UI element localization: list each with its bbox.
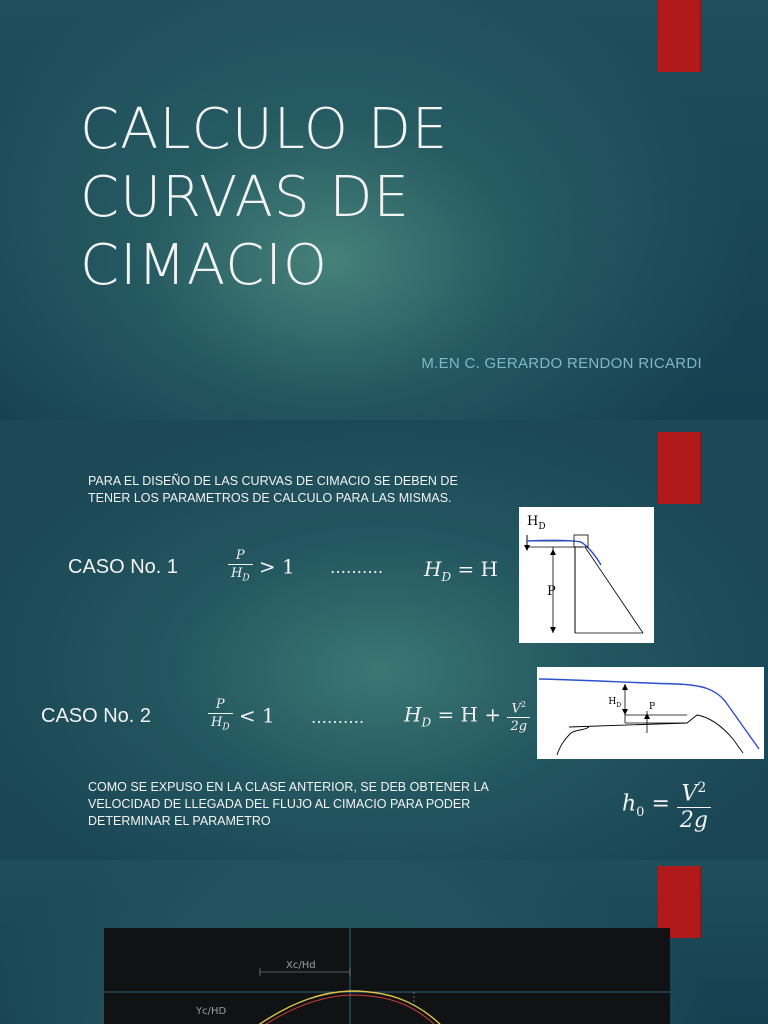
- case-2-result: $H_D = H$ + $\frac{V^2}{2g}$: [404, 697, 530, 735]
- case-2-condition: $\frac{P}{H_D}$ < 1: [208, 697, 275, 737]
- title-line-1: CALCULO DE: [80, 97, 449, 162]
- red-accent-tab: [658, 0, 700, 72]
- p-over-hd-fraction: $\frac{P}{H_D}$: [208, 697, 233, 737]
- case-1-dots: ……….: [330, 558, 384, 577]
- v2-over-2g-fraction: $\frac{V^2}{2g}$: [677, 775, 711, 834]
- author-subtitle: M.EN C. GERARDO RENDON RICARDI: [421, 355, 702, 372]
- svg-text:P: P: [649, 702, 656, 712]
- red-accent-tab: [658, 432, 700, 504]
- cad-slide: [0, 860, 768, 1024]
- note-line: COMO SE EXPUSO EN LA CLASE ANTERIOR, SE DEB OBTENER LA: [88, 780, 489, 794]
- case-2-label: CASO No. 2: [41, 705, 152, 727]
- title-line-2: CURVAS DE: [80, 165, 410, 230]
- crest-profile-drawing: [104, 928, 670, 1024]
- svg-text:Yc/HD: Yc/HD: [196, 1006, 227, 1017]
- intro-paragraph: [88, 473, 458, 507]
- intro-line: TENER LOS PARAMETROS DE CALCULO PARA LAS MISMAS.: [88, 491, 452, 505]
- v2-over-2g-fraction: $\frac{V^2}{2g}$: [507, 697, 530, 735]
- weir-diagram-1: [519, 507, 654, 643]
- case-2-dots: ……….: [311, 708, 365, 727]
- slide-title: [80, 96, 640, 300]
- svg-text:Xc/Hd: Xc/Hd: [286, 960, 316, 971]
- title-slide: [0, 0, 768, 420]
- note-line: DETERMINAR EL PARAMETRO: [88, 814, 271, 828]
- weir-figure-2: [537, 667, 764, 759]
- title-line-3: CIMACIO: [80, 233, 328, 298]
- case-1-result: $H_D = H$: [424, 557, 498, 584]
- note-line: VELOCIDAD DE LLEGADA DEL FLUJO AL CIMACIO PARA PODER: [88, 797, 471, 811]
- case-1-label: CASO No. 1: [68, 556, 179, 578]
- svg-text:HD: $H_D$: [608, 697, 621, 709]
- intro-line: PARA EL DISEÑO DE LAS CURVAS DE CIMACIO SE DEBEN DE: [88, 474, 458, 488]
- content-slide: [0, 420, 768, 860]
- p-over-hd-fraction: $\frac{P}{H_D}$: [228, 548, 253, 588]
- h0-formula: $h_0$ = $\frac{V^2}{2g}$: [622, 775, 711, 834]
- svg-text:HD: $H_D$: [527, 514, 546, 532]
- weir-diagram-2: [537, 667, 764, 759]
- cad-drawing: [104, 928, 670, 1024]
- svg-text:P: P: [547, 584, 556, 599]
- weir-figure-1: [519, 507, 654, 643]
- case-1-condition: $\frac{P}{H_D}$ > 1: [228, 548, 295, 588]
- note-paragraph: [88, 779, 489, 830]
